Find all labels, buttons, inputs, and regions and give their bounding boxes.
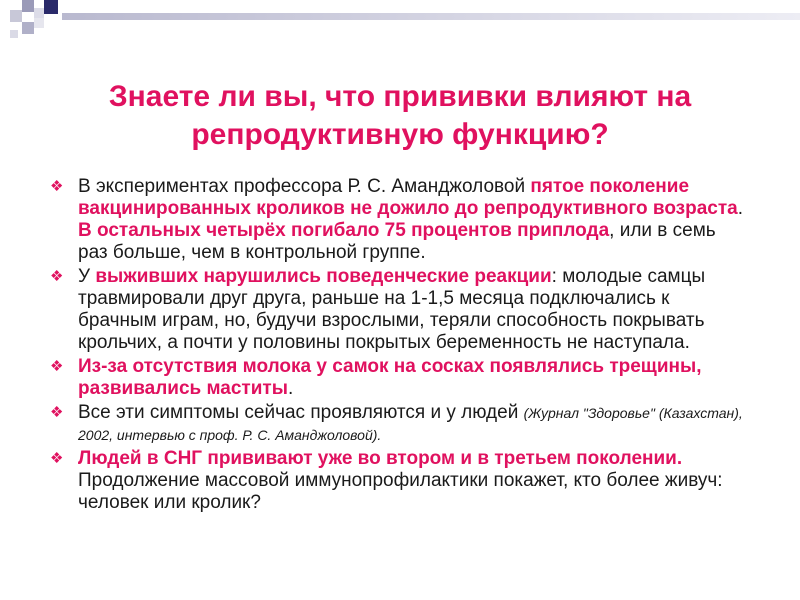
bullet-text: : молодые самцы травмировали друг друга, раньше на 1-1,5 месяца подключались к брачным играм, но, будучи взрослыми, теряли способность покрывать крольчих, а почти у половины покрытых беременность не наступала. xyxy=(78,266,706,353)
diamond-bullet-icon: ❖ xyxy=(50,450,64,467)
bullet-text: . xyxy=(287,378,294,399)
bullet-highlight: В остальных четырёх погибало 75 процентов приплода xyxy=(78,220,610,241)
corner-decoration xyxy=(0,0,800,40)
bullet-text: , или в семь раз больше, чем в контрольной группе. xyxy=(78,220,716,263)
bullet-reference: (Журнал "Здоровье" (Казахстан), 2002, интервью с проф. Р. С. Аманджоловой). xyxy=(78,405,743,443)
bullet-highlight: выживших нарушились поведенческие реакции xyxy=(95,266,552,287)
bullet-item-behavior xyxy=(50,266,750,354)
diamond-bullet-icon: ❖ xyxy=(50,358,64,375)
slide-title xyxy=(40,78,760,154)
diamond-bullet-icon: ❖ xyxy=(50,268,64,285)
bullet-text: . xyxy=(737,198,744,219)
bullet-highlight: Людей в СНГ прививают уже во втором и в третьем поколении. xyxy=(78,448,683,469)
title-line-2: репродуктивную функцию? xyxy=(191,118,609,152)
bullet-text: Все эти симптомы сейчас проявляются и у людей xyxy=(78,402,524,423)
bullet-text: В экспериментах профессора Р. С. Аманджоловой xyxy=(78,176,531,197)
bullet-highlight: пятое поколение вакцинированных кроликов не дожило до репродуктивного возраста xyxy=(78,176,738,219)
bullet-list xyxy=(50,176,750,516)
bullet-item-experiments xyxy=(50,176,750,264)
bullet-item-mastitis xyxy=(50,356,750,400)
title-line-1: Знаете ли вы, что прививки влияют на xyxy=(108,80,692,114)
diamond-bullet-icon: ❖ xyxy=(50,178,64,195)
bullet-item-humans xyxy=(50,402,750,446)
top-rule xyxy=(62,13,800,20)
bullet-highlight: Из-за отсутствия молока у самок на сосках появлялись трещины, развивались маститы xyxy=(78,356,702,399)
bullet-text: Продолжение массовой иммунопрофилактики покажет, кто более живуч: человек или кролик? xyxy=(78,470,723,513)
bullet-text: У xyxy=(78,266,96,287)
bullet-item-cis xyxy=(50,448,750,514)
diamond-bullet-icon: ❖ xyxy=(50,404,64,421)
